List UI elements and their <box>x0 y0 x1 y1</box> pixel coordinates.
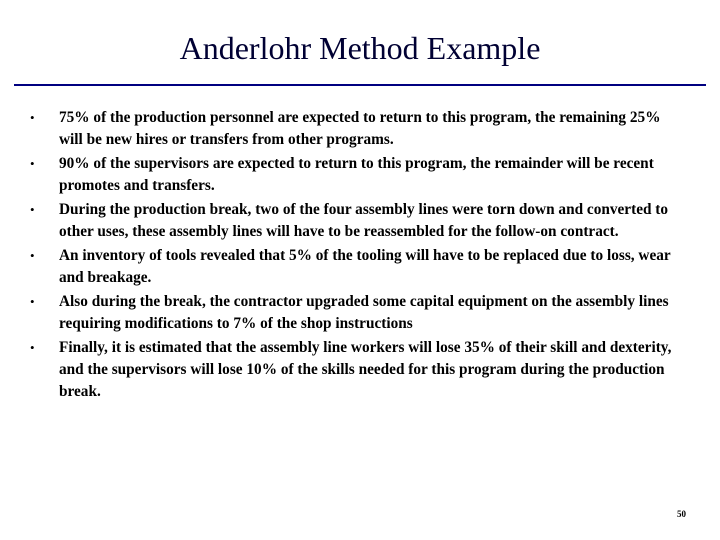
bullet-dot-icon: • <box>30 202 35 217</box>
bullet-item <box>0 107 720 151</box>
bullet-dot-icon: • <box>30 294 35 309</box>
bullet-dot-icon: • <box>30 340 35 355</box>
bullet-text: 90% of the supervisors are expected to return to this program, the remainder will be recent promotes and transfers. <box>59 155 654 194</box>
bullet-item <box>0 337 720 403</box>
bullet-text: An inventory of tools revealed that 5% of the tooling will have to be replaced due to loss, wear and breakage. <box>59 247 671 286</box>
slide-title: Anderlohr Method Example <box>179 30 541 66</box>
bullet-item <box>0 245 720 289</box>
bullet-text: During the production break, two of the four assembly lines were torn down and converted to other uses, these assembly lines will have to be reassembled for the follow-on contract. <box>59 201 669 240</box>
page-number: 50 <box>677 509 686 519</box>
bullet-text: 75% of the production personnel are expected to return to this program, the remaining 25% will be new hires or transfers from other programs. <box>59 109 661 148</box>
bullet-text: Finally, it is estimated that the assembly line workers will lose 35% of their skill and dexterity, and the supervisors will lose 10% of the skills needed for this program during the production break. <box>59 339 672 400</box>
title-divider <box>14 84 706 86</box>
bullet-item <box>0 199 720 243</box>
bullet-item <box>0 153 720 197</box>
bullet-dot-icon: • <box>30 248 35 263</box>
bullet-dot-icon: • <box>30 110 35 125</box>
bullet-list <box>0 107 720 405</box>
bullet-item <box>0 291 720 335</box>
bullet-text: Also during the break, the contractor upgraded some capital equipment on the assembly lines requiring modifications to 7% of the shop instructions <box>59 293 669 332</box>
bullet-dot-icon: • <box>30 156 35 171</box>
